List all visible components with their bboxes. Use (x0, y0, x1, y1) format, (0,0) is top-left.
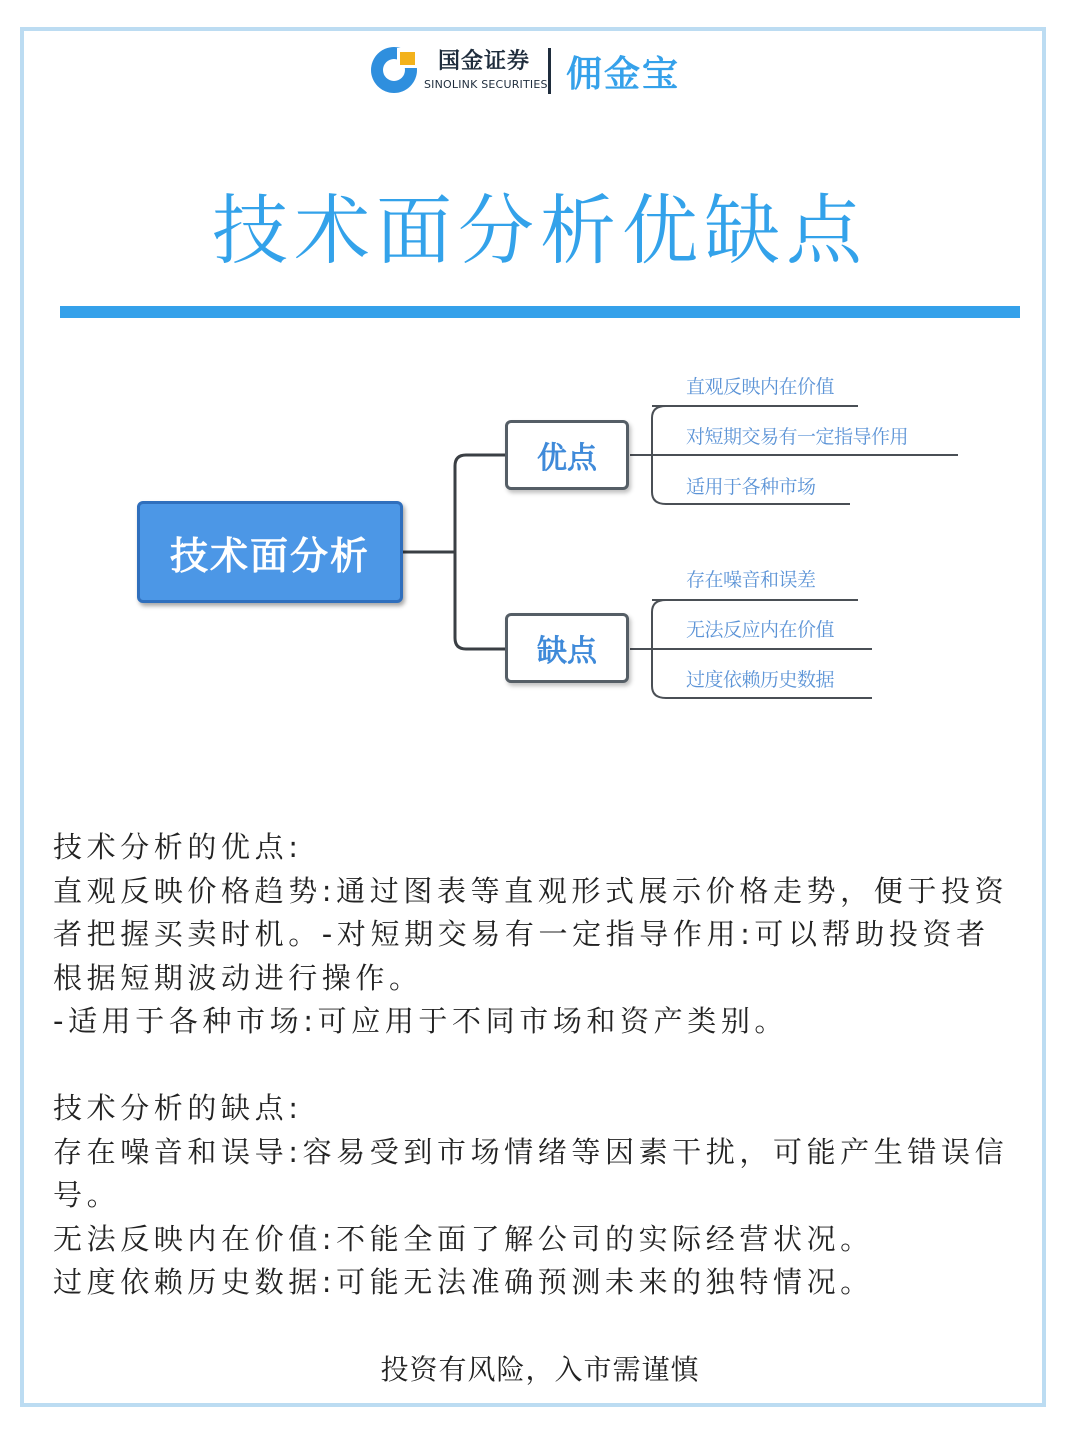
title-underline (60, 306, 1020, 318)
mindmap-branch-cons: 缺点 (505, 613, 629, 683)
logo-divider (548, 48, 551, 94)
cons-paragraph-2: 无法反映内在价值:不能全面了解公司的实际经营状况。 (53, 1221, 874, 1256)
body-text (53, 826, 1023, 1305)
company-name-cn: 国金证券 (438, 49, 531, 74)
cons-paragraph-1: 存在噪音和误导:容易受到市场情绪等因素干扰，可能产生错误信号。 (53, 1134, 1009, 1212)
cons-leaf-3: 过度依赖历史数据 (686, 669, 835, 691)
section-gap (53, 1044, 1023, 1088)
pros-leaf-2: 对短期交易有一定指导作用 (686, 426, 909, 448)
cons-leaf-1: 存在噪音和误差 (686, 569, 816, 591)
mindmap (0, 360, 1080, 720)
company-name-en: SINOLINK SECURITIES (424, 78, 548, 91)
cons-heading: 技术分析的缺点: (53, 1091, 303, 1125)
cons-paragraph-3: 过度依赖历史数据:可能无法准确预测未来的独特情况。 (53, 1265, 874, 1299)
cons-leaf-2: 无法反应内在价值 (686, 619, 835, 641)
mindmap-root-node: 技术面分析 (137, 501, 403, 603)
page-title: 技术面分析优缺点 (212, 186, 868, 275)
pros-paragraph-2: -适用于各种市场:可应用于不同市场和资产类别。 (53, 1004, 789, 1038)
pros-heading: 技术分析的优点: (53, 830, 303, 864)
mindmap-branch-pros: 优点 (505, 420, 629, 490)
sinolink-logo-icon (370, 44, 422, 96)
pros-paragraph-1: 直观反映价格趋势:通过图表等直观形式展示价格走势，便于投资者把握买卖时机。-对短期交易有一定指导作用:可以帮助投资者根据短期波动进行操作。 (53, 873, 1009, 995)
branch-trunk (455, 455, 505, 649)
risk-disclaimer: 投资有风险，入市需谨慎 (380, 1353, 700, 1386)
product-name: 佣金宝 (566, 54, 681, 95)
pros-leaf-3: 适用于各种市场 (686, 476, 816, 498)
pros-leaf-1: 直观反映内在价值 (686, 376, 835, 398)
